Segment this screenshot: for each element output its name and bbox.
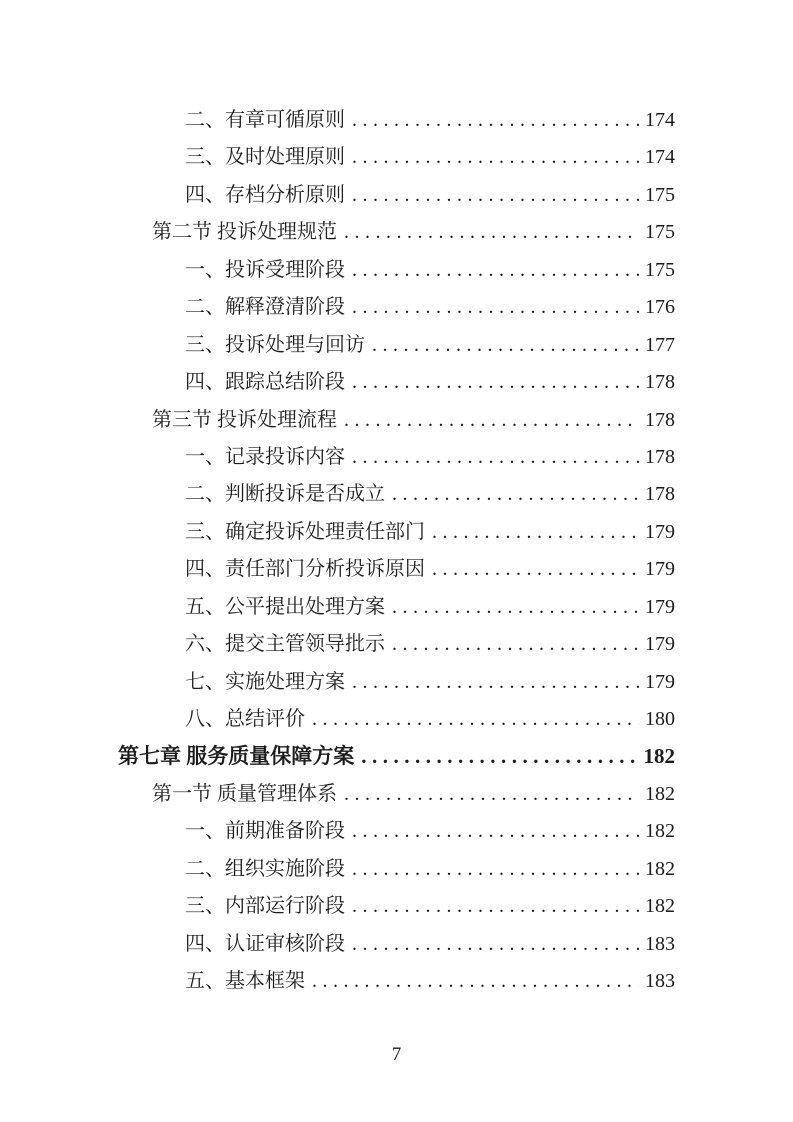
- toc-entry[interactable]: [0, 963, 793, 1000]
- dot-leader: [352, 664, 639, 701]
- toc-entry-page: 177: [645, 333, 675, 356]
- toc-entry-label: 二、组织实施阶段: [185, 857, 345, 880]
- page-footer: [0, 1041, 793, 1069]
- toc-entry[interactable]: [0, 439, 793, 476]
- dot-leader: [344, 214, 639, 251]
- toc-entry-page: 182: [645, 857, 675, 880]
- toc-entry-page: 174: [645, 146, 675, 169]
- toc-entry[interactable]: [0, 252, 793, 289]
- toc-entry-label: 第七章 服务质量保障方案: [118, 744, 355, 769]
- toc-entry-page: 182: [645, 895, 675, 918]
- dot-leader: [352, 102, 639, 139]
- toc-entry-page: 182: [645, 782, 675, 805]
- toc-entry-label: 五、基本框架: [185, 970, 305, 993]
- toc-entry-page: 175: [645, 221, 675, 244]
- toc-entry-page: 178: [645, 371, 675, 394]
- toc-entry[interactable]: [0, 851, 793, 888]
- toc-entry-label: 四、认证审核阶段: [185, 932, 345, 955]
- toc-entry-page: 180: [645, 708, 675, 730]
- dot-leader: [344, 402, 639, 439]
- dot-leader: [372, 327, 639, 364]
- toc-list: [0, 102, 793, 1001]
- dot-leader: [352, 851, 639, 888]
- dot-leader: [352, 289, 639, 326]
- dot-leader: [392, 476, 639, 513]
- toc-entry-label: 二、判断投诉是否成立: [185, 483, 385, 506]
- dot-leader: [352, 364, 639, 401]
- toc-entry-label: 五、公平提出处理方案: [185, 595, 385, 618]
- toc-entry-page: 179: [645, 558, 675, 581]
- dot-leader: [312, 963, 639, 1000]
- dot-leader: [344, 776, 639, 813]
- toc-entry-label: 一、前期准备阶段: [185, 820, 345, 843]
- toc-entry[interactable]: [0, 139, 793, 176]
- toc-entry[interactable]: [0, 626, 793, 663]
- toc-entry-page: 174: [645, 109, 675, 131]
- toc-entry[interactable]: [0, 664, 793, 701]
- toc-entry[interactable]: [0, 402, 793, 439]
- dot-leader: [352, 177, 639, 214]
- toc-entry[interactable]: [0, 701, 793, 738]
- dot-leader: [352, 252, 639, 289]
- toc-entry[interactable]: [0, 926, 793, 963]
- toc-entry[interactable]: [0, 214, 793, 251]
- toc-entry-label: 二、解释澄清阶段: [185, 296, 345, 319]
- toc-entry[interactable]: [0, 888, 793, 925]
- toc-entry-label: 三、内部运行阶段: [185, 895, 345, 918]
- toc-entry-page: 176: [645, 296, 675, 319]
- toc-entry-page: 182: [645, 820, 675, 843]
- toc-entry-label: 四、跟踪总结阶段: [185, 371, 345, 394]
- toc-entry-label: 六、提交主管领导批示: [185, 633, 385, 656]
- toc-entry[interactable]: [0, 813, 793, 850]
- toc-entry[interactable]: [0, 738, 793, 775]
- toc-entry-page: 179: [645, 595, 675, 618]
- toc-entry-page: 178: [645, 408, 675, 431]
- toc-entry[interactable]: [0, 177, 793, 214]
- toc-entry-label: 第三节 投诉处理流程: [152, 408, 337, 431]
- toc-entry[interactable]: [0, 476, 793, 513]
- toc-entry-label: 三、确定投诉处理责任部门: [185, 520, 425, 543]
- toc-entry-page: 179: [645, 520, 675, 543]
- toc-entry[interactable]: [0, 327, 793, 364]
- toc-entry[interactable]: [0, 364, 793, 401]
- toc-entry[interactable]: [0, 102, 793, 139]
- toc-entry-page: 178: [645, 445, 675, 468]
- toc-entry-page: 175: [645, 183, 675, 206]
- toc-entry-page: 182: [643, 744, 675, 769]
- dot-leader: [312, 701, 639, 738]
- toc-entry-label: 一、记录投诉内容: [185, 445, 345, 468]
- dot-leader: [352, 926, 639, 963]
- toc-entry-label: 第二节 投诉处理规范: [152, 221, 337, 244]
- toc-entry-label: 一、投诉受理阶段: [185, 258, 345, 281]
- toc-entry[interactable]: [0, 289, 793, 326]
- dot-leader: [352, 139, 639, 176]
- dot-leader: [361, 738, 639, 775]
- toc-entry-label: 第一节 质量管理体系: [152, 782, 337, 805]
- toc-entry[interactable]: [0, 776, 793, 813]
- toc-entry-page: 179: [645, 670, 675, 693]
- toc-entry-page: 183: [645, 932, 675, 955]
- footer-page-number: 7: [391, 1044, 402, 1065]
- toc-entry-label: 三、投诉处理与回访: [185, 333, 365, 356]
- dot-leader: [432, 514, 639, 551]
- dot-leader: [352, 888, 639, 925]
- dot-leader: [352, 439, 639, 476]
- toc-entry[interactable]: [0, 551, 793, 588]
- toc-entry-label: 四、责任部门分析投诉原因: [185, 558, 425, 581]
- toc-entry-page: 178: [645, 483, 675, 506]
- toc-entry[interactable]: [0, 589, 793, 626]
- toc-entry[interactable]: [0, 514, 793, 551]
- dot-leader: [392, 589, 639, 626]
- toc-entry-label: 二、有章可循原则: [185, 109, 345, 131]
- dot-leader: [352, 813, 639, 850]
- toc-entry-page: 179: [645, 633, 675, 656]
- dot-leader: [432, 551, 639, 588]
- toc-entry-label: 四、存档分析原则: [185, 183, 345, 206]
- dot-leader: [392, 626, 639, 663]
- toc-entry-label: 八、总结评价: [185, 708, 305, 730]
- toc-entry-label: 三、及时处理原则: [185, 146, 345, 169]
- toc-entry-label: 七、实施处理方案: [185, 670, 345, 693]
- toc-entry-page: 183: [645, 970, 675, 993]
- toc-entry-page: 175: [645, 258, 675, 281]
